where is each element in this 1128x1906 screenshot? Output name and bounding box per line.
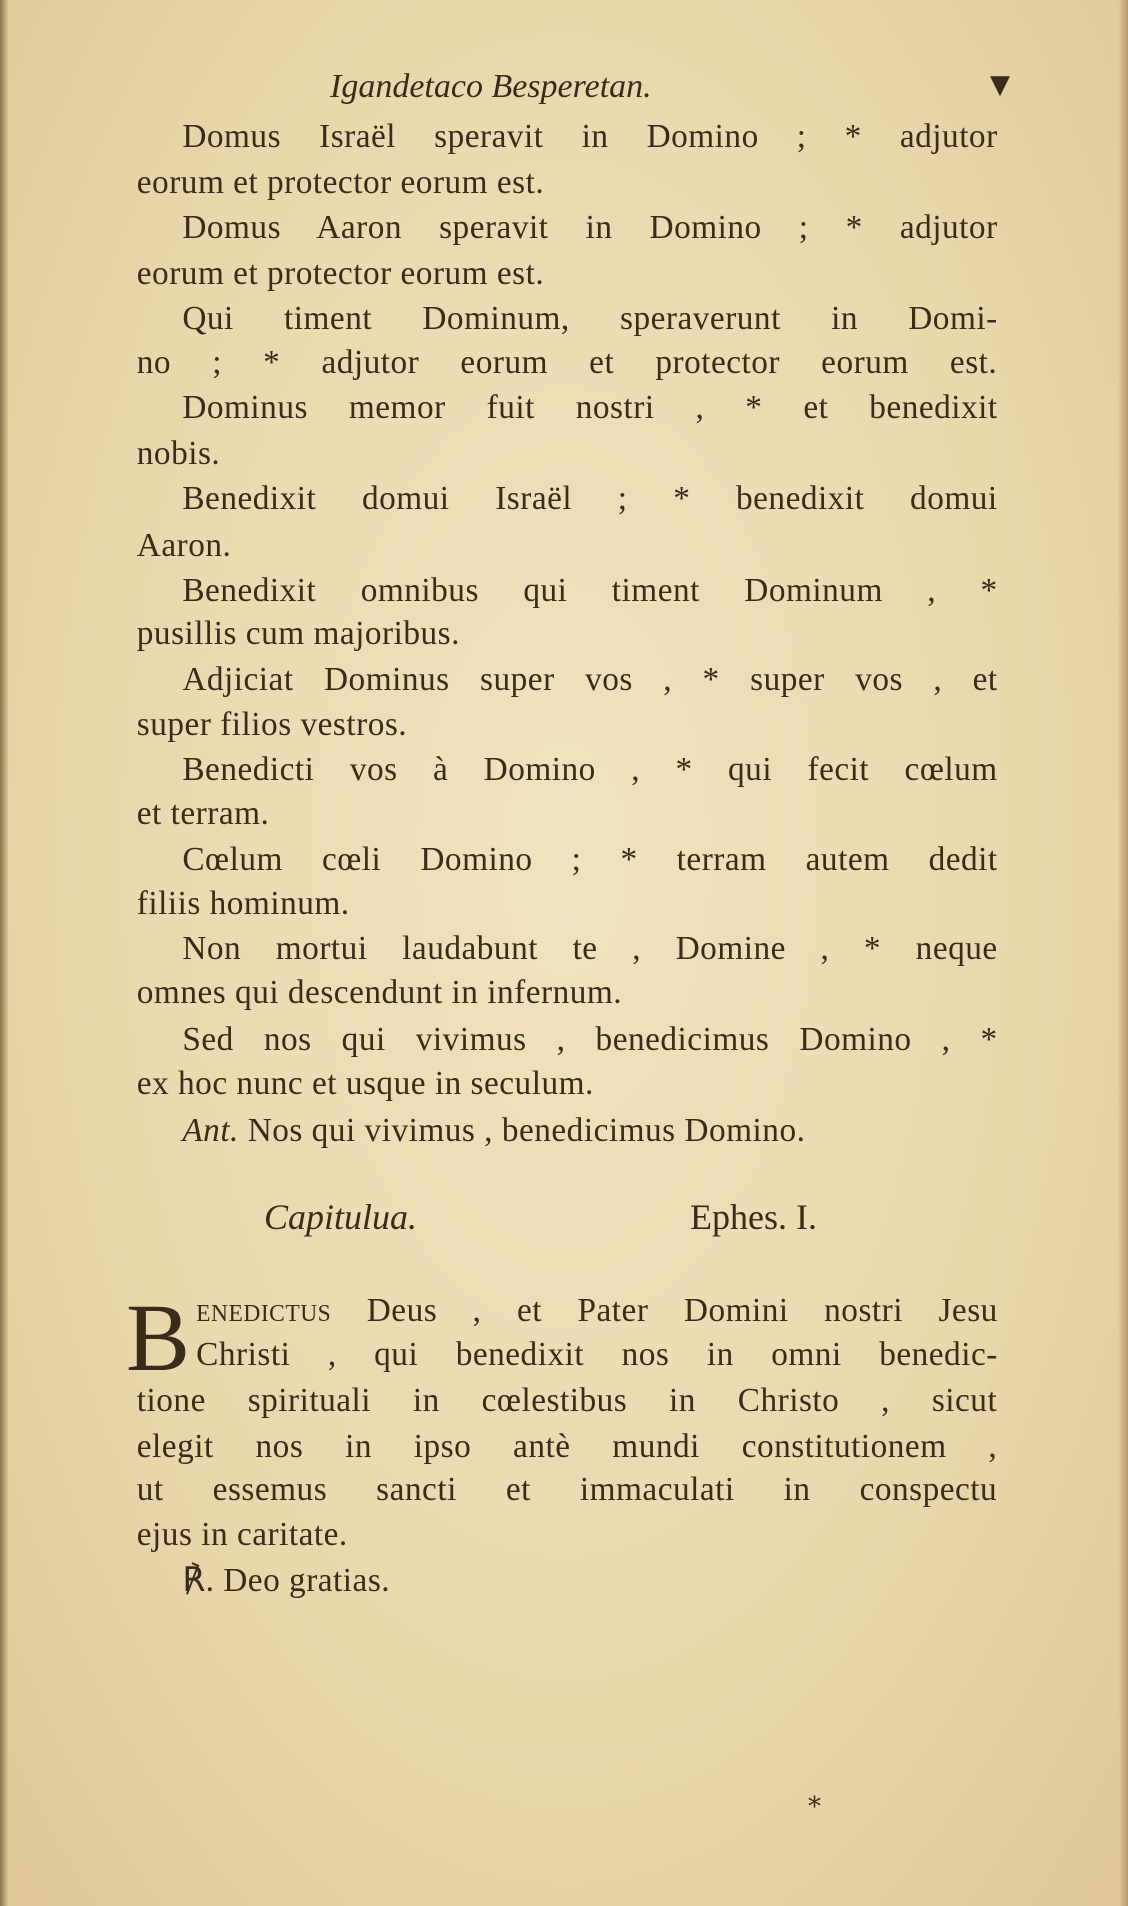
psalm-line: Benedixit omnibus qui timent Dominum , * (182, 572, 998, 609)
psalm-line: Adjiciat Dominus super vos , * super vos , et (182, 661, 998, 698)
reading-line: elegit nos in ipso antè mundi constitutionem , (136, 1428, 998, 1465)
psalm-line: Benedixit domui Israël ; * benedixit domui (182, 480, 998, 517)
book-gutter-edge (0, 0, 8, 1906)
antiphon-label: Ant. (182, 1112, 239, 1149)
smallcaps-word: enedictus (196, 1292, 332, 1329)
psalm-line: filiis hominum. (136, 885, 350, 922)
psalm-line: omnes qui descendunt in infernum. (136, 974, 623, 1011)
antiphon-text: Nos qui vivimus , benedicimus Domino. (247, 1112, 806, 1149)
signature-mark: ▼ (990, 70, 1010, 100)
reading-line: tione spirituali in cœlestibus in Christo , sicut (136, 1382, 998, 1419)
psalm-line: Cœlum cœli Domino ; * terram autem dedit (182, 841, 998, 878)
psalm-line: no ; * adjutor eorum et protector eorum est. (136, 344, 998, 381)
page-right-edge (1118, 0, 1128, 1906)
psalm-line: Domus Israël speravit in Domino ; * adjutor (182, 118, 998, 155)
psalm-line: ex hoc nunc et usque in seculum. (136, 1065, 594, 1102)
response: ℟. Deo gratias. (182, 1562, 391, 1599)
antiphon (182, 1108, 997, 1153)
psalm-line: Non mortui laudabunt te , Domine , * neque (182, 930, 998, 967)
psalm-line: Qui timent Dominum, speraverunt in Domi- (182, 300, 998, 337)
psalm-line: eorum et protector eorum est. (136, 255, 545, 292)
running-title: Igandetaco Besperetan. (330, 68, 652, 105)
reading-line: enedictus Deus , et Pater Domini nostri Jesu (196, 1292, 998, 1329)
psalm-line: Domus Aaron speravit in Domino ; * adjutor (182, 209, 998, 246)
capitulum-reference: Ephes. I. (690, 1197, 817, 1237)
capitulum-title: Capitulua. (264, 1197, 418, 1237)
psalm-line: pusillis cum majoribus. (136, 615, 460, 652)
reading-line: ejus in caritate. (136, 1516, 348, 1553)
drop-cap: B (126, 1284, 191, 1391)
psalm-line: eorum et protector eorum est. (136, 164, 545, 201)
footer-mark: * (808, 1792, 821, 1822)
psalm-line: super filios vestros. (136, 706, 408, 743)
psalm-line: Benedicti vos à Domino , * qui fecit cœlum (182, 751, 998, 788)
psalm-line: nobis. (136, 435, 221, 472)
psalm-line: Dominus memor fuit nostri , * et benedixit (182, 389, 998, 426)
psalm-line: et terram. (136, 795, 270, 832)
psalm-line: Sed nos qui vivimus , benedicimus Domino , * (182, 1021, 998, 1058)
reading-line: ut essemus sancti et immaculati in conspectu (136, 1471, 998, 1508)
reading-line: Christi , qui benedixit nos in omni benedic- (196, 1336, 998, 1373)
psalm-line: Aaron. (136, 527, 232, 564)
